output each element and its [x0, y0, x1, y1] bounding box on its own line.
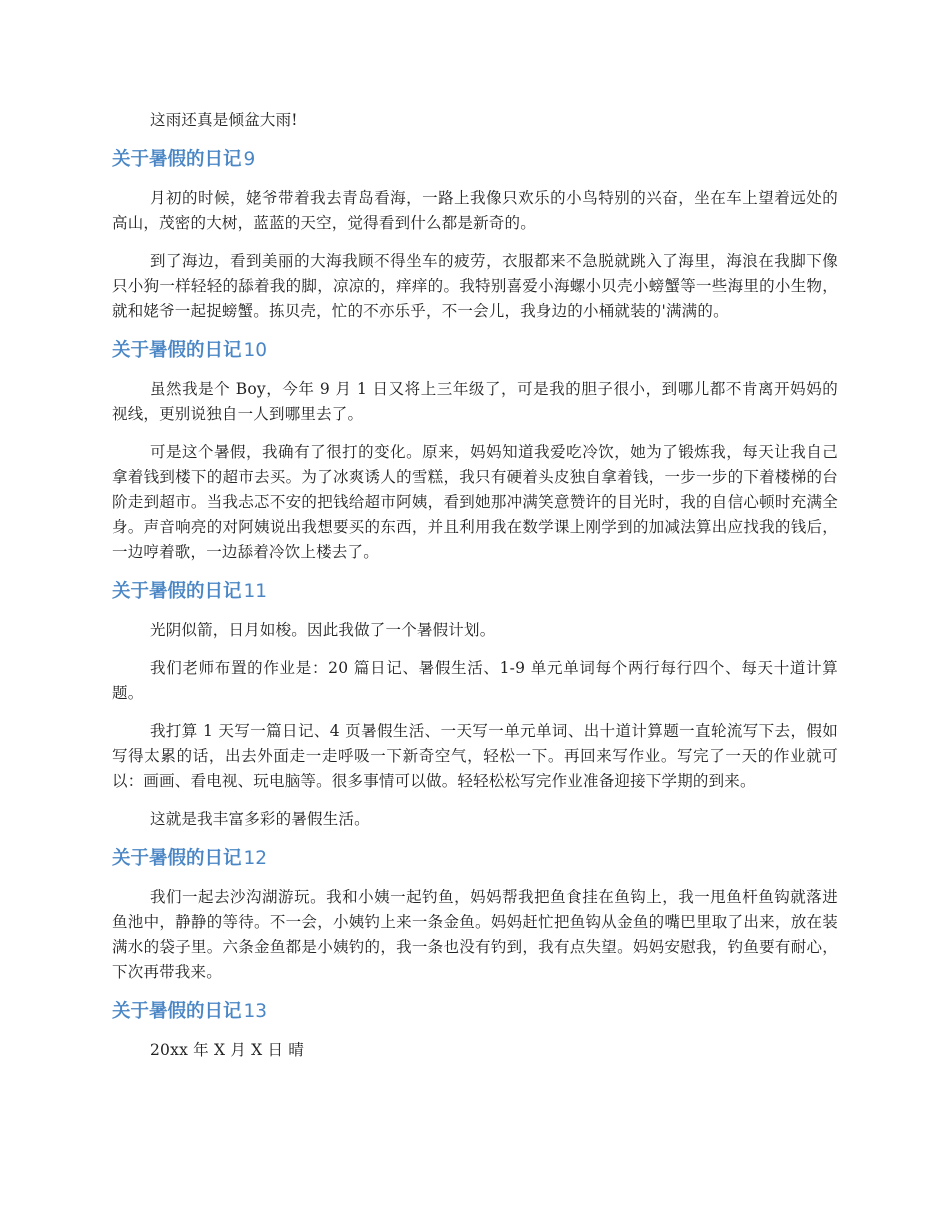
section-12-paragraph-1: 我们一起去沙沟湖游玩。我和小姨一起钓鱼，妈妈帮我把鱼食挂在鱼钩上，我一甩鱼杆鱼钩就落进鱼池中，静静的等待。不一会，小姨钓上来一条金鱼。妈妈赶忙把鱼钩从金鱼的嘴巴里取了出来，放在装满水的袋子里。六条金鱼都是小姨钓的，我一条也没有钓到，我有点失望。妈妈安慰我，钓鱼要有耐心，下次再带我来。 — [112, 888, 838, 981]
section-number: 9 — [243, 149, 256, 170]
section-10-paragraph-1: 虽然我是个 Boy，今年 9 月 1 日又将上三年级了，可是我的胆子很小，到哪儿都不肯离开妈妈的视线，更别说独自一人到哪里去了。 — [112, 380, 838, 423]
section-title: 关于暑假的日记 — [112, 1001, 242, 1022]
section-title: 关于暑假的日记 — [112, 581, 242, 602]
section-heading-10 — [112, 337, 838, 365]
section-number: 10 — [243, 340, 268, 361]
section-11-paragraph-1: 光阴似箭，日月如梭。因此我做了一个暑假计划。 — [150, 621, 496, 639]
section-9-paragraph-2: 到了海边，看到美丽的大海我顾不得坐车的疲劳，衣服都来不急脱就跳入了海里，海浪在我脚下像只小狗一样轻轻的舔着我的脚，凉凉的，痒痒的。我特别喜爱小海螺小贝壳小螃蟹等一些海里的小生物，就和姥爷一起捉螃蟹。拣贝壳，忙的不亦乐乎，不一会儿，我身边的小桶就装的'满满的。 — [112, 252, 838, 320]
section-title: 关于暑假的日记 — [112, 340, 242, 361]
section-heading-11 — [112, 578, 838, 606]
section-11-paragraph-2: 我们老师布置的作业是：20 篇日记、暑假生活、1-9 单元单词每个两行每行四个、每天十道计算题。 — [112, 659, 838, 702]
section-number: 12 — [243, 848, 268, 869]
section-number: 11 — [243, 581, 268, 602]
section-13-date-line: 20xx 年 X 月 X 日 晴 — [150, 1041, 305, 1059]
section-heading-9 — [112, 146, 838, 174]
section-heading-13 — [112, 998, 838, 1026]
section-number: 13 — [243, 1001, 268, 1022]
section-10-paragraph-2: 可是这个暑假，我确有了很打的变化。原来，妈妈知道我爱吃冷饮，她为了锻炼我，每天让我自己拿着钱到楼下的超市去买。为了冰爽诱人的雪糕，我只有硬着头皮独自拿着钱，一步一步的下着楼梯的台阶走到超市。当我忐忑不安的把钱给超市阿姨，看到她那冲满笑意赞许的目光时，我的自信心顿时充满全身。声音响亮的对阿姨说出我想要买的东西，并且利用我在数学课上刚学到的加减法算出应找我的钱后，一边哼着歌，一边舔着冷饮上楼去了。 — [112, 443, 838, 561]
intro-paragraph: 这雨还真是倾盆大雨! — [150, 111, 298, 129]
section-11-paragraph-4: 这就是我丰富多彩的暑假生活。 — [150, 810, 370, 828]
section-title: 关于暑假的日记 — [112, 848, 242, 869]
section-9-paragraph-1: 月初的时候，姥爷带着我去青岛看海，一路上我像只欢乐的小鸟特别的兴奋，坐在车上望着远处的高山，茂密的大树，蓝蓝的天空，觉得看到什么都是新奇的。 — [112, 189, 838, 232]
section-title: 关于暑假的日记 — [112, 149, 242, 170]
section-11-paragraph-3: 我打算 1 天写一篇日记、4 页暑假生活、一天写一单元单词、出十道计算题一直轮流写下去，假如写得太累的话，出去外面走一走呼吸一下新奇空气，轻松一下。再回来写作业。写完了一天的作业就可以：画画、看电视、玩电脑等。很多事情可以做。轻轻松松写完作业准备迎接下学期的到来。 — [112, 722, 838, 790]
document-page — [112, 108, 838, 1076]
section-heading-12 — [112, 845, 838, 873]
